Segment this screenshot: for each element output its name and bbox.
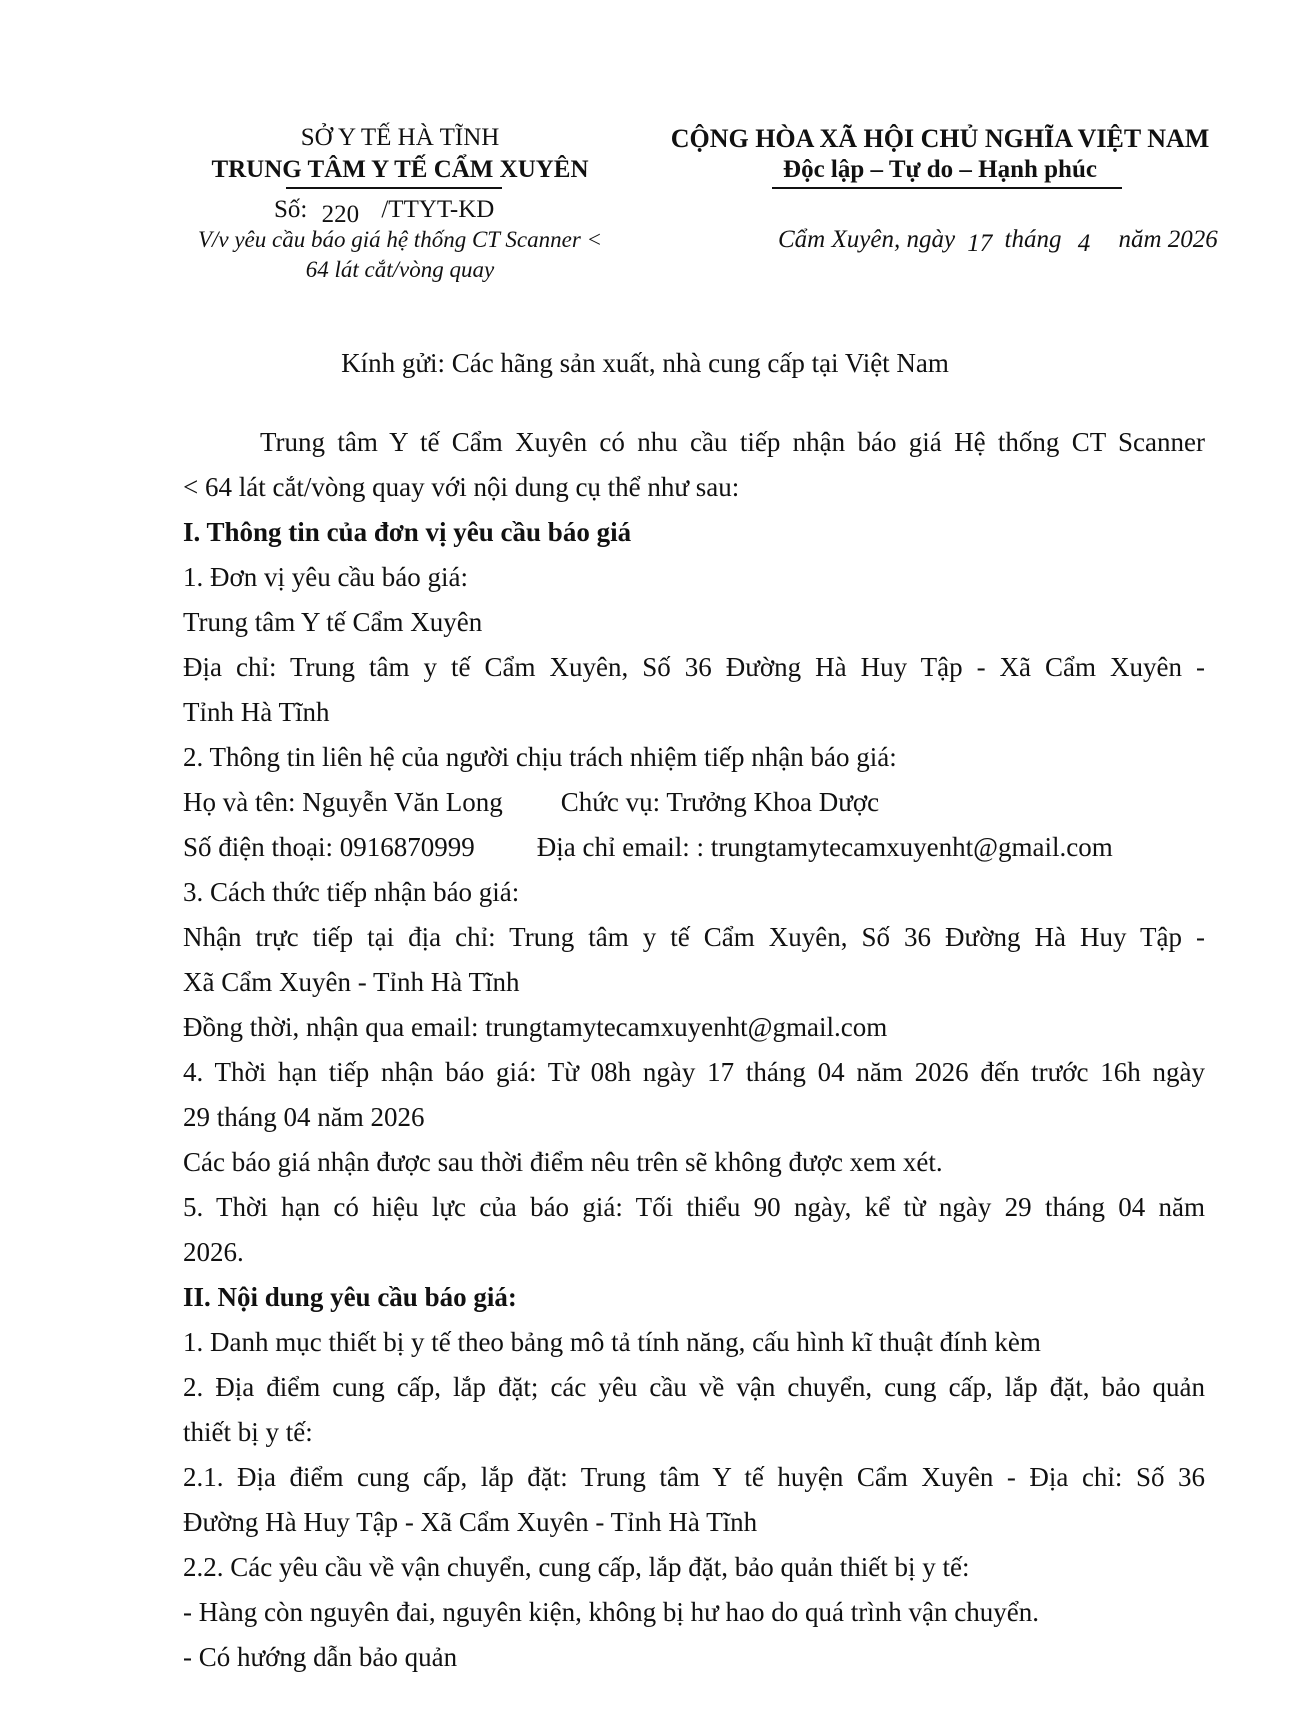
date-month-label: tháng <box>1004 226 1062 253</box>
date-month: 4 <box>1077 230 1091 257</box>
contact-name: Họ và tên: Nguyễn Văn Long <box>183 787 503 817</box>
document-body <box>183 420 1205 1680</box>
national-motto: Độc lập – Tự do – Hạnh phúc <box>783 156 1097 183</box>
contact-phone-row <box>183 825 1205 870</box>
section-1-heading: I. Thông tin của đơn vị yêu cầu báo giá <box>183 517 632 547</box>
contact-position: Chức vụ: Trưởng Khoa Dược <box>560 787 880 817</box>
address-line-2: Tỉnh Hà Tĩnh <box>183 697 330 727</box>
date-day: 17 <box>967 230 993 257</box>
item-1-title: 1. Đơn vị yêu cầu báo giá: <box>183 562 468 592</box>
intro-line-2: < 64 lát cắt/vòng quay với nội dung cụ thể như sau: <box>183 472 740 502</box>
address-line-1: Địa chỉ: Trung tâm y tế Cẩm Xuyên, Số 36 Đường Hà Huy Tập - Xã Cẩm Xuyên - <box>183 652 1205 682</box>
s2-item-1: 1. Danh mục thiết bị y tế theo bảng mô tả tính năng, cấu hình kĩ thuật đính kèm <box>183 1327 1041 1357</box>
item-4-line-1: 4. Thời hạn tiếp nhận báo giá: Từ 08h ngày 17 tháng 04 năm 2026 đến trước 16h ngày <box>183 1057 1205 1087</box>
bullet-1: - Hàng còn nguyên đai, nguyên kiện, không bị hư hao do quá trình vận chuyển. <box>183 1597 1039 1627</box>
doc-number-suffix: /TTYT-KD <box>381 196 495 223</box>
direct-receive-line-2: Xã Cẩm Xuyên - Tỉnh Hà Tĩnh <box>183 967 520 997</box>
date-line <box>778 226 1218 257</box>
motto-underline <box>772 187 1122 189</box>
organization-underline <box>286 187 502 189</box>
s2-item-21-line-1: 2.1. Địa điểm cung cấp, lắp đặt: Trung tâm Y tế huyện Cẩm Xuyên - Địa chỉ: Số 36 <box>183 1462 1205 1492</box>
contact-name-row <box>183 780 1205 825</box>
s2-item-22: 2.2. Các yêu cầu về vận chuyển, cung cấp, lắp đặt, bảo quản thiết bị y tế: <box>183 1552 970 1582</box>
recipient-line: Kính gửi: Các hãng sản xuất, nhà cung cấp tại Việt Nam <box>341 348 949 378</box>
email-receive: Đồng thời, nhận qua email: trungtamytecamxuyenht@gmail.com <box>183 1012 888 1042</box>
unit-name: Trung tâm Y tế Cẩm Xuyên <box>183 607 483 637</box>
intro-line-1: Trung tâm Y tế Cẩm Xuyên có nhu cầu tiếp nhận báo giá Hệ thống CT Scanner <box>260 427 1205 457</box>
bullet-2: - Có hướng dẫn bảo quản <box>183 1642 458 1672</box>
date-year: năm 2026 <box>1118 226 1218 253</box>
nation-title: CỘNG HÒA XÃ HỘI CHỦ NGHĨA VIỆT NAM <box>670 124 1210 153</box>
item-4-line-2: 29 tháng 04 năm 2026 <box>183 1102 425 1132</box>
item-5-line-2: 2026. <box>183 1237 244 1267</box>
contact-phone: Số điện thoại: 0916870999 <box>183 832 475 862</box>
s2-item-2-line-2: thiết bị y tế: <box>183 1417 313 1447</box>
subject-line-1: V/v yêu cầu báo giá hệ thống CT Scanner < <box>197 227 603 252</box>
item-2-title: 2. Thông tin liên hệ của người chịu trách nhiệm tiếp nhận báo giá: <box>183 742 897 772</box>
item-5-line-1: 5. Thời hạn có hiệu lực của báo giá: Tối thiểu 90 ngày, kể từ ngày 29 tháng 04 năm <box>183 1192 1205 1222</box>
doc-number-value: 220 <box>321 201 360 228</box>
subject-line-2: 64 lát cắt/vòng quay <box>305 257 495 282</box>
s2-item-2-line-1: 2. Địa điểm cung cấp, lắp đặt; các yêu cầu về vận chuyển, cung cấp, lắp đặt, bảo quản <box>183 1372 1205 1402</box>
doc-number-prefix: Số: <box>274 196 308 223</box>
department-name: SỞ Y TẾ HÀ TĨNH <box>300 124 500 151</box>
doc-number <box>274 196 495 228</box>
contact-email: Địa chỉ email: : trungtamytecamxuyenht@gmail.com <box>536 832 1113 862</box>
section-2-heading: II. Nội dung yêu cầu báo giá: <box>183 1282 517 1312</box>
direct-receive-line-1: Nhận trực tiếp tại địa chỉ: Trung tâm y tế Cẩm Xuyên, Số 36 Đường Hà Huy Tập - <box>183 922 1205 952</box>
late-note: Các báo giá nhận được sau thời điểm nêu trên sẽ không được xem xét. <box>183 1147 943 1177</box>
s2-item-21-line-2: Đường Hà Huy Tập - Xã Cẩm Xuyên - Tỉnh Hà Tĩnh <box>183 1507 758 1537</box>
date-place: Cẩm Xuyên, ngày <box>778 226 956 253</box>
item-3-title: 3. Cách thức tiếp nhận báo giá: <box>183 877 520 907</box>
organization-name: TRUNG TÂM Y TẾ CẨM XUYÊN <box>211 156 589 183</box>
